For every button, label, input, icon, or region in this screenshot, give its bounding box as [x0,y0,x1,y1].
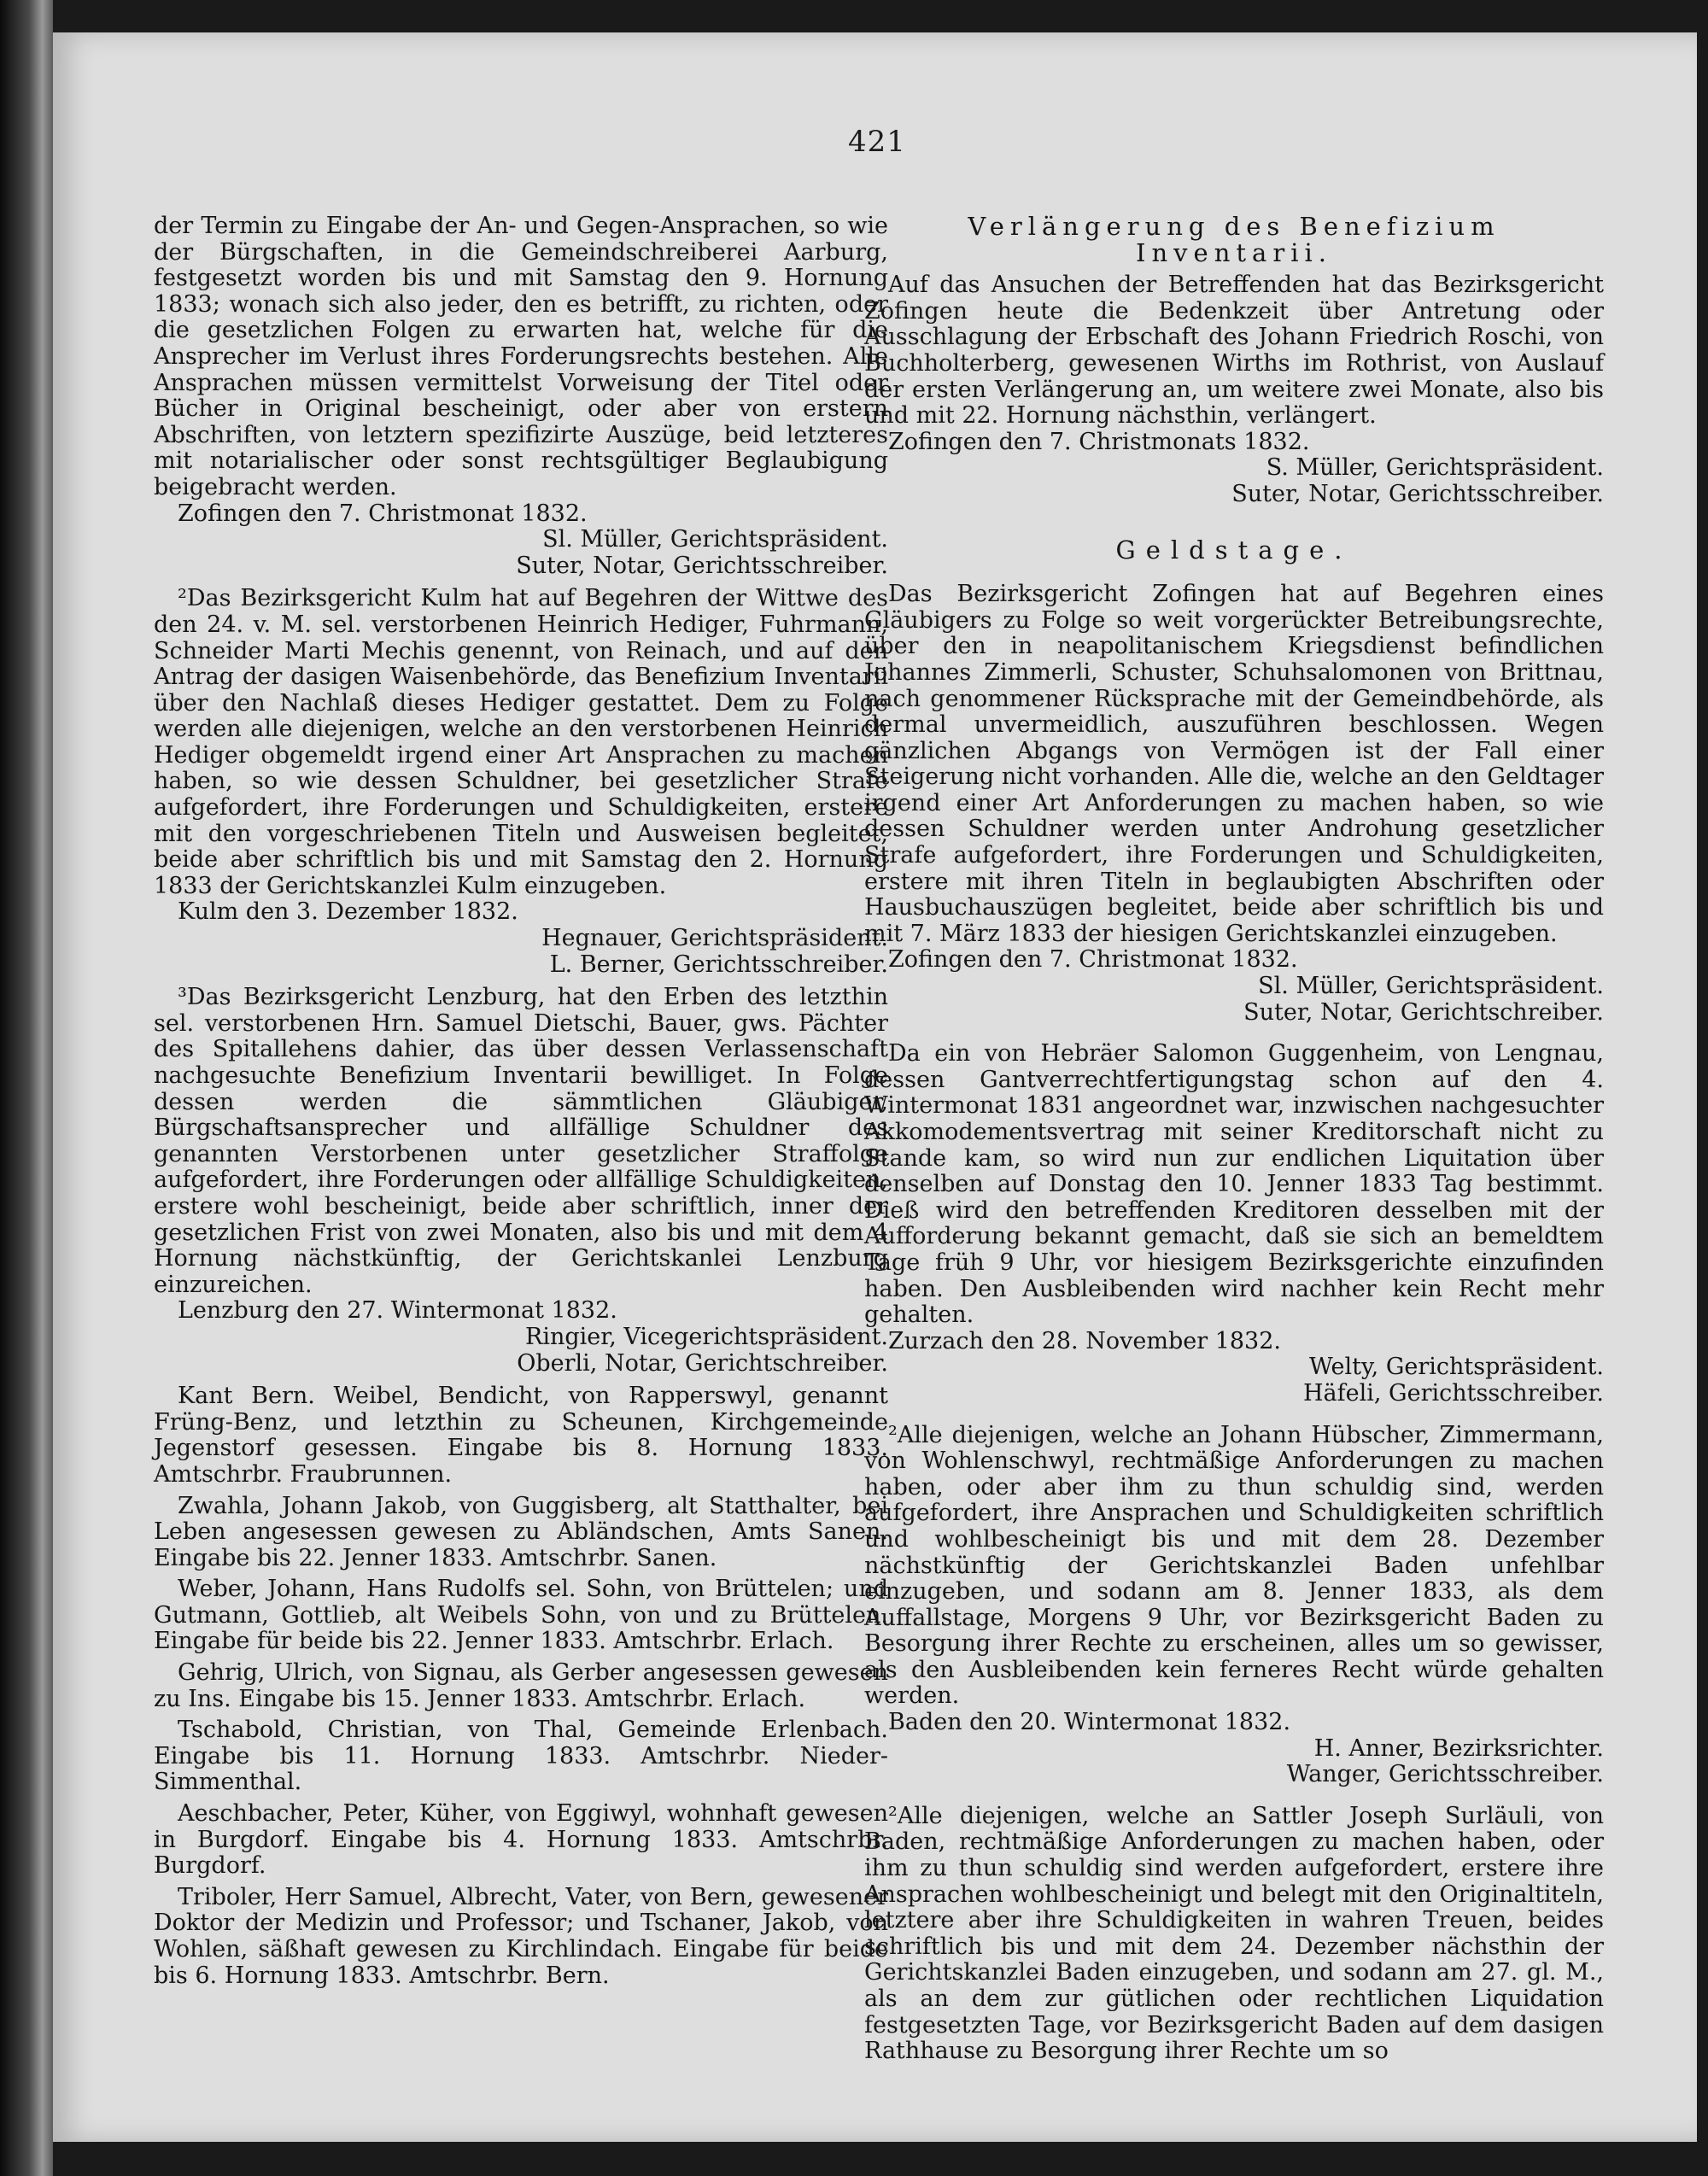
notice-zimmerli-signature-president: Sl. Müller, Gerichtspräsident. [1258,973,1604,1000]
notice-guggenheim-signature-president: Welty, Gerichtspräsident. [1308,1354,1604,1381]
notice-roschi-text: Auf das Ansuchen der Betreffenden hat das Bezirksgericht Zofingen heute die Bedenkzeit über Antretung oder Ausschlagung der Erbschaft des Johann Friedrich Roschi, von Buchholterberg, gewesenen Wirths im Rothrist, von Auslauf der ersten Verlängerung an, um weitere zwei Monate, also bis und mit 22. Hornung nächsthin, verlängert. [864,272,1604,430]
notice-kulm-text: ²Das Bezirksgericht Kulm hat auf Begehren der Wittwe des den 24. v. M. sel. verstorbenen Heinrich Hediger, Fuhrmann, Schneider Marti Mechis genennt, von Reinach, und auf den Antrag der dasigen Waisenbehörde, das Benefizium Inventarii über den Nachlaß dieses Hediger gestattet. Dem zu Folge werden alle diejenigen, welche an den verstorbenen Heinrich Hediger obgemeldt irgend einer Art Ansprachen zu machen haben, so wie dessen Schuldner, bei gesetzlicher Strafe aufgefordert, ihre Forderungen und Schuldigkeiten, erstere mit den vorgeschriebenen Titeln und Ausweisen begleitet, beide aber schriftlich bis und mit Samstag den 2. Hornung 1833 der Gerichtskanzlei Kulm einzugeben. [154,585,888,899]
notice-aarburg-text: der Termin zu Eingabe der An- und Gegen-Ansprachen, so wie der Bürgschaften, in die Gemeindschreiberei Aarburg, festgesetzt worden bis und mit Samstag den 9. Hornung 1833; wonach sich also jeder, den es betrifft, zu richten, oder die gesetzlichen Folgen zu erwarten hat, welche für die Ansprecher im Verlust ihres Forderungsrechts bestehen. Alle Ansprachen müssen vermittelst Vorweisung der Titel oder Bücher in Original bescheinigt, oder aber von erstern Abschriften, von letztern spezifizirte Auszüge, beid letzteres mit notarialischer oder sonst rechtsgültiger Beglaubigung beigebracht werden. [154,213,888,500]
notice-aarburg-place-date: Zofingen den 7. Christmonat 1832. [178,500,588,527]
notice-lenzburg-place-date: Lenzburg den 27. Wintermonat 1832. [178,1297,617,1325]
notice-lenzburg-signature-president: Ringier, Vicegerichtspräsident. [525,1323,888,1350]
notice-kulm-signature-president: Hegnauer, Gerichtspräsident. [541,925,888,952]
bern-entry: Tschabold, Christian, von Thal, Gemeinde Erlenbach. Eingabe bis 11. Hornung 1833. Amtschrbr. Nieder-Simmenthal. [154,1717,888,1796]
notice-huebscher-place-date: Baden den 20. Wintermonat 1832. [888,1709,1291,1736]
notice-zimmerli-signature-clerk: Suter, Notar, Gerichtschreiber. [1243,998,1604,1026]
notice-roschi-place-date: Zofingen den 7. Christmonats 1832. [888,428,1310,455]
page-number: 421 [848,125,906,159]
right-column [864,214,1604,2065]
notice-huebscher-signature-clerk: Wanger, Gerichtsschreiber. [1286,1761,1604,1788]
notice-aarburg-signature-clerk: Suter, Notar, Gerichtsschreiber. [516,552,888,579]
bern-entry: Weber, Johann, Hans Rudolfs sel. Sohn, von Brüttelen; und Gutmann, Gottlieb, alt Weibels Sohn, von und zu Brüttelen. Eingabe für beide bis 22. Jenner 1833. Amtschrbr. Erlach. [154,1576,888,1655]
notice-zimmerli-text: Das Bezirksgericht Zofingen hat auf Begehren eines Gläubigers zu Folge so weit vorgerückter Betreibungsrechte, über den in neapolitanischem Kriegsdienst befindlichen Johannes Zimmerli, Schuster, Schuhsalomonen von Brittnau, nach genommener Rücksprache mit der Gemeindbehörde, als dermal unvermeidlich, auszuführen beschlossen. Wegen gänzlichen Abgangs von Vermögen ist der Fall einer Steigerung nicht vorhanden. Alle die, welche an den Geldtager irgend einer Art Anforderungen zu machen haben, so wie dessen Schuldner werden unter Androhung gesetzlicher Strafe aufgefordert, ihre Forderungen und Schuldigkeiten, erstere mit ihren Titeln in beglaubigten Abschriften oder Hausbuchauszügen begleitet, beide aber schriftlich bis und mit 7. März 1833 der hiesigen Gerichtskanzlei einzugeben. [864,581,1604,947]
notice-guggenheim-place-date: Zurzach den 28. November 1832. [888,1327,1281,1354]
bern-entry: Gehrig, Ulrich, von Signau, als Gerber angesessen gewesen zu Ins. Eingabe bis 15. Jenner 1833. Amtschrbr. Erlach. [154,1659,888,1712]
notice-guggenheim-signature-clerk: Häfeli, Gerichtsschreiber. [1302,1379,1604,1407]
notice-roschi-signature-president: S. Müller, Gerichtspräsident. [1266,454,1604,482]
notice-surlaeuli-text: ²Alle diejenigen, welche an Sattler Joseph Surläuli, von Baden, rechtmäßige Anforderungen zu machen haben, oder ihm zu thun schuldig sind werden aufgefordert, erstere ihre Ansprachen wohlbescheinigt und belegt mit den Originaltiteln, letztere aber ihre Schuldigkeiten in wahren Treuen, beides schriftlich bis und mit dem 24. Dezember nächsthin der Gerichtskanzlei Baden einzugeben, und sodann am 27. gl. M., als an dem zur gütlichen oder rechtlichen Liquidation festgesetzten Tage, vor Bezirksgericht Baden auf dem dasigen Rathhause zu Besorgung ihrer Rechte um so [864,1802,1604,2065]
section-heading-verlaengerung: Verlängerung des Benefizium Inventarii. [968,212,1500,267]
notice-roschi-signature-clerk: Suter, Notar, Gerichtsschreiber. [1231,480,1604,507]
notice-guggenheim-text: Da ein von Hebräer Salomon Guggenheim, von Lengnau, dessen Gantverrechtfertigungstag schon auf den 4. Wintermonat 1831 angeordnet war, inzwischen nachgesuchter Akkomodementsvertrag mit seiner Kreditorschaft nicht zu Stande kam, so wird nun zur endlichen Liquitation über denselben auf Donstag den 10. Jenner 1833 Tag bestimmt. Dieß wird den betreffenden Kreditoren desselben mit der Aufforderung bekannt gemacht, daß sie sich an bemeldtem Tage früh 9 Uhr, vor hiesigem Bezirksgerichte einzufinden haben. Den Ausbleibenden wird nachher kein Recht mehr gehalten. [864,1040,1604,1329]
bern-entry: Aeschbacher, Peter, Küher, von Eggiwyl, wohnhaft gewesen in Burgdorf. Eingabe bis 4. Hornung 1833. Amtschrbr. Burgdorf. [154,1800,888,1880]
notice-lenzburg-signature-clerk: Oberli, Notar, Gerichtschreiber. [517,1349,888,1377]
bern-entry: Zwahla, Johann Jakob, von Guggisberg, alt Statthalter, bei Leben angesessen gewesen zu Abländschen, Amts Sanen. Eingabe bis 22. Jenner 1833. Amtschrbr. Sanen. [154,1492,888,1571]
notice-kulm-place-date: Kulm den 3. Dezember 1832. [178,898,518,926]
notice-huebscher-text: ²Alle diejenigen, welche an Johann Hübscher, Zimmermann, von Wohlenschwyl, rechtmäßige Anforderungen zu machen haben, oder aber ihm zu thun schuldig sind, werden aufgefordert, ihre Ansprachen und Schuldigkeiten schriftlich und wohlbescheinigt bis und mit dem 28. Dezember nächstkünftig der Gerichtskanzlei Baden unfehlbar einzugeben, und sodann am 8. Jenner 1833, als dem Auffallstage, Morgens 9 Uhr, vor Bezirksgericht Baden zu Besorgung ihrer Rechte zu erscheinen, alles um so gewisser, als den Ausbleibenden kein ferneres Recht würde gehalten werden. [864,1421,1604,1710]
section-heading-geldstage: Geldstage. [1115,535,1353,564]
notice-kulm-signature-clerk: L. Berner, Gerichtsschreiber. [549,951,888,978]
notice-lenzburg-text: ³Das Bezirksgericht Lenzburg, hat den Erben des letzthin sel. verstorbenen Hrn. Samuel Dietschi, Bauer, gws. Pächter des Spitallehens dahier, das über dessen Verlassenschaft nachgesuchte Benefizium Inventarii bewilliget. In Folge dessen werden die sämmtlichen Gläubiger, Bürgschaftsansprecher und allfällige Schuldner des genannten Verstorbenen unter gesetzlicher Straffolge aufgefordert, ihre Forderungen oder allfällige Schuldigkeiten, erstere wohl bescheinigt, beide aber schriftlich, inner der gesetzlichen Frist von zwei Monaten, also bis und mit dem 4 Hornung nächstkünftig, der Gerichtskanlei Lenzburg einzureichen. [154,984,888,1298]
notice-zimmerli-place-date: Zofingen den 7. Christmonat 1832. [888,946,1298,974]
notice-huebscher-signature-judge: H. Anner, Bezirksrichter. [1313,1734,1604,1762]
notice-aarburg-signature-president: Sl. Müller, Gerichtspräsident. [542,526,888,553]
book-spine [0,0,53,2176]
bern-entry: Triboler, Herr Samuel, Albrecht, Vater, von Bern, gewesener Doktor der Medizin und Professor; und Tschaner, Jakob, von Wohlen, säßhaft gewesen zu Kirchlindach. Eingabe für beide bis 6. Hornung 1833. Amtschrbr. Bern. [154,1883,888,1989]
scanned-page [53,32,1697,2142]
bern-entry: Kant Bern. Weibel, Bendicht, von Rapperswyl, genannt Früng-Benz, und letzthin zu Scheunen, Kirchgemeinde Jegenstorf gesessen. Eingabe bis 8. Hornung 1833. Amtschrbr. Fraubrunnen. [154,1383,888,1488]
left-column [154,214,888,1989]
